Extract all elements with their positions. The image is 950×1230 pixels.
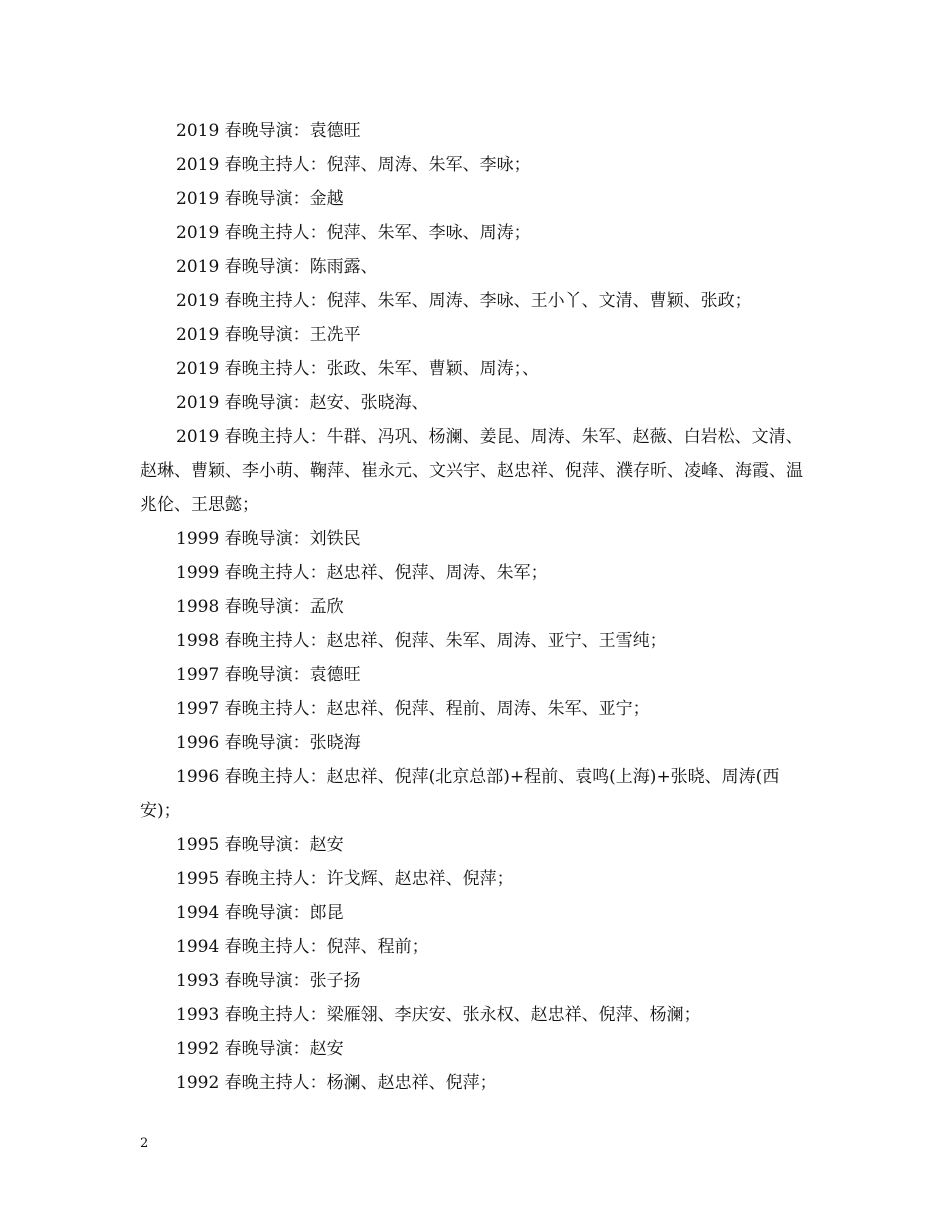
paragraph-1994-hosts: 1994 春晚主持人：倪萍、程前； xyxy=(176,937,429,957)
paragraph-1995-director: 1995 春晚导演：赵安 xyxy=(176,835,344,855)
paragraph-1992-director: 1992 春晚导演：赵安 xyxy=(176,1039,344,1059)
paragraph-1996-hosts: 1996 春晚主持人：赵忠祥、倪萍(北京总部)+程前、袁鸣(上海)+张晓、周涛(西安)； xyxy=(140,767,780,821)
paragraph-1999-hosts: 1999 春晚主持人：赵忠祥、倪萍、周涛、朱军； xyxy=(176,563,548,583)
document-body xyxy=(140,114,812,1100)
paragraph-1998-hosts: 1998 春晚主持人：赵忠祥、倪萍、朱军、周涛、亚宁、王雪纯； xyxy=(176,631,667,651)
paragraph-2019-director-3: 2019 春晚导演：陈雨露、 xyxy=(176,257,378,277)
paragraph-1998-director: 1998 春晚导演：孟欣 xyxy=(176,597,344,617)
paragraph-1993-director: 1993 春晚导演：张子扬 xyxy=(176,971,361,991)
paragraph-2019-director-1: 2019 春晚导演：袁德旺 xyxy=(176,121,361,141)
paragraph-2019-hosts-5: 2019 春晚主持人：牛群、冯巩、杨澜、姜昆、周涛、朱军、赵薇、白岩松、文清、赵琳、曹颖、李小萌、鞠萍、崔永元、文兴宇、赵忠祥、倪萍、濮存昕、凌峰、海霞、温兆伦、王思懿； xyxy=(140,427,803,515)
paragraph-1996-director: 1996 春晚导演：张晓海 xyxy=(176,733,361,753)
paragraph-2019-hosts-3: 2019 春晚主持人：倪萍、朱军、周涛、李咏、王小丫、文清、曹颖、张政； xyxy=(176,291,752,311)
paragraph-1994-director: 1994 春晚导演：郎昆 xyxy=(176,903,344,923)
paragraph-2019-hosts-1: 2019 春晚主持人：倪萍、周涛、朱军、李咏； xyxy=(176,155,531,175)
paragraph-1997-hosts: 1997 春晚主持人：赵忠祥、倪萍、程前、周涛、朱军、亚宁； xyxy=(176,699,650,719)
paragraph-1992-hosts: 1992 春晚主持人：杨澜、赵忠祥、倪萍； xyxy=(176,1073,497,1093)
paragraph-1997-director: 1997 春晚导演：袁德旺 xyxy=(176,665,361,685)
paragraph-1993-hosts: 1993 春晚主持人：梁雁翎、李庆安、张永权、赵忠祥、倪萍、杨澜； xyxy=(176,1005,701,1025)
paragraph-2019-director-4: 2019 春晚导演：王冼平 xyxy=(176,325,361,345)
paragraph-2019-hosts-2: 2019 春晚主持人：倪萍、朱军、李咏、周涛； xyxy=(176,223,531,243)
page-number: 2 xyxy=(140,1136,149,1151)
paragraph-2019-director-2: 2019 春晚导演：金越 xyxy=(176,189,344,209)
paragraph-2019-hosts-4: 2019 春晚主持人：张政、朱军、曹颖、周涛；、 xyxy=(176,359,540,379)
paragraph-1999-director: 1999 春晚导演：刘铁民 xyxy=(176,529,361,549)
paragraph-1995-hosts: 1995 春晚主持人：许戈辉、赵忠祥、倪萍； xyxy=(176,869,514,889)
paragraph-2019-director-5: 2019 春晚导演：赵安、张晓海、 xyxy=(176,393,429,413)
